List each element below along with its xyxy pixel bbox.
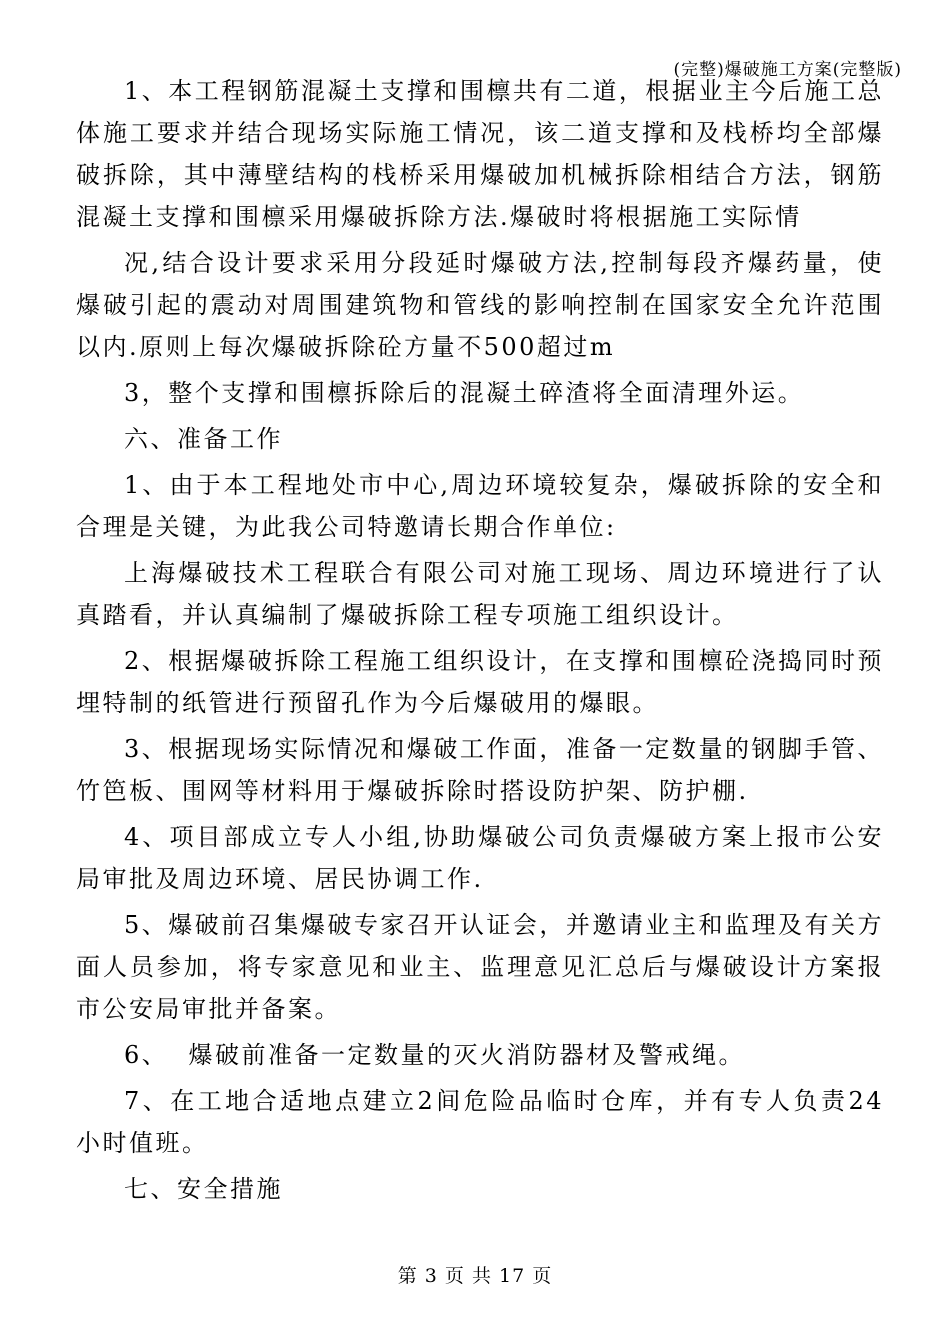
page-number: 第 3 页 共 17 页 bbox=[397, 1265, 553, 1287]
paragraph-prep-2: 2、根据爆破拆除工程施工组织设计，在支撑和围檩砼浇捣同时预埋特制的纸管进行预留孔作为今后爆破用的爆眼。 bbox=[76, 647, 884, 717]
paragraph-prep-3: 3、根据现场实际情况和爆破工作面，准备一定数量的钢脚手管、竹笆板、围网等材料用于爆破拆除时搭设防护架、防护棚. bbox=[76, 735, 884, 805]
paragraph-prep-7: 7、在工地合适地点建立2间危险品临时仓库，并有专人负责24小时值班。 bbox=[76, 1087, 884, 1157]
document-body bbox=[76, 70, 884, 1214]
document-header-title: (完整)爆破施工方案(完整版) bbox=[673, 60, 902, 80]
section-heading-preparation: 六、准备工作 bbox=[124, 425, 283, 453]
paragraph-prep-4: 4、项目部成立专人小组,协助爆破公司负责爆破方案上报市公安局审批及周边环境、居民协调工作. bbox=[76, 823, 884, 893]
paragraph-2: 况,结合设计要求采用分段延时爆破方法,控制每段齐爆药量，使爆破引起的震动对周围建筑物和管线的影响控制在国家安全允许范围以内.原则上每次爆破拆除砼方量不500超过m bbox=[76, 249, 884, 361]
paragraph-prep-5: 5、爆破前召集爆破专家召开认证会，并邀请业主和监理及有关方面人员参加，将专家意见和业主、监理意见汇总后与爆破设计方案报市公安局审批并备案。 bbox=[76, 911, 884, 1023]
paragraph-prep-6: 6、 爆破前准备一定数量的灭火消防器材及警戒绳。 bbox=[124, 1041, 746, 1069]
paragraph-prep-1: 1、由于本工程地处市中心,周边环境较复杂，爆破拆除的安全和合理是关键，为此我公司特邀请长期合作单位: bbox=[76, 471, 884, 541]
section-heading-safety: 七、安全措施 bbox=[124, 1175, 283, 1203]
paragraph-3: 3，整个支撑和围檩拆除后的混凝土碎渣将全面清理外运。 bbox=[124, 379, 805, 407]
paragraph-prep-1-cont: 上海爆破技术工程联合有限公司对施工现场、周边环境进行了认真踏看，并认真编制了爆破拆除工程专项施工组织设计。 bbox=[76, 559, 884, 629]
paragraph-1: 1、本工程钢筋混凝土支撑和围檩共有二道，根据业主今后施工总体施工要求并结合现场实际施工情况，该二道支撑和及栈桥均全部爆破拆除，其中薄壁结构的栈桥采用爆破加机械拆除相结合方法，钢筋混凝土支撑和围檩采用爆破拆除方法.爆破时将根据施工实际情 bbox=[76, 77, 884, 231]
